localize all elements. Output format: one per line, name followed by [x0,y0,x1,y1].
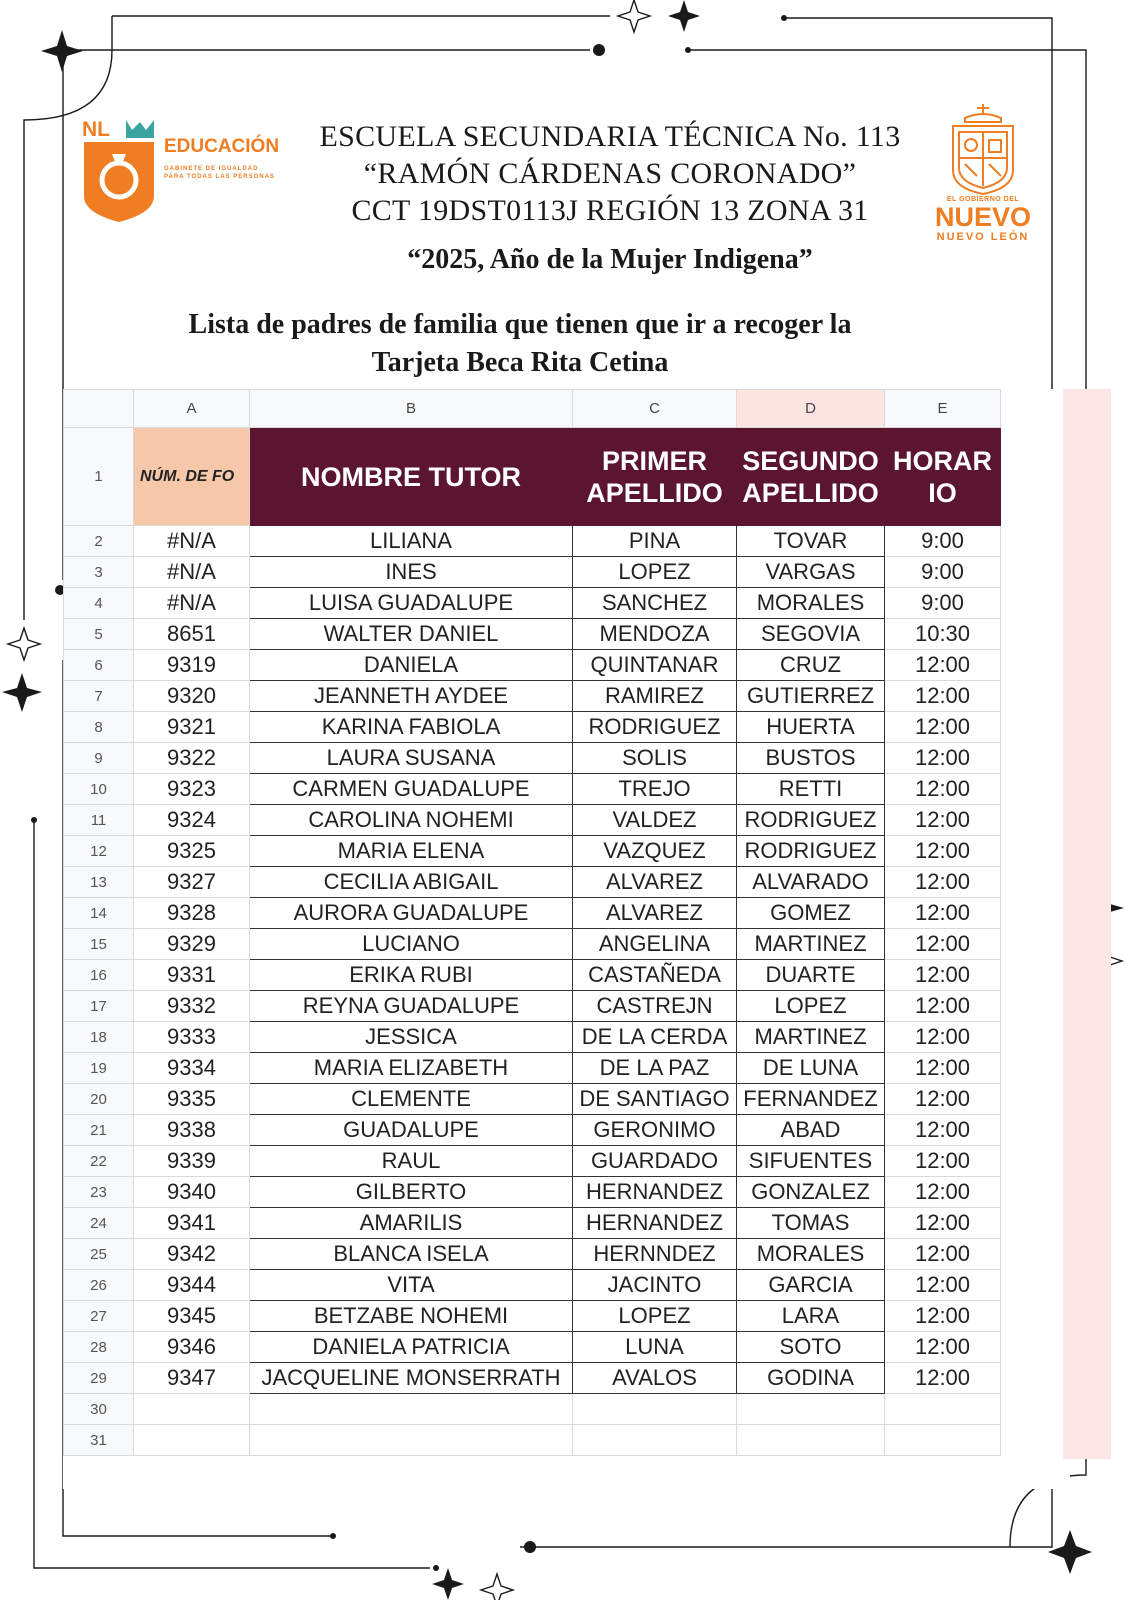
cell-segundo-apellido[interactable]: GODINA [737,1363,885,1394]
cell-horario[interactable]: 12:00 [885,1084,1001,1115]
row-number[interactable]: 12 [64,836,134,867]
cell-horario[interactable]: 12:00 [885,1332,1001,1363]
cell-num-folio[interactable]: 9346 [134,1332,250,1363]
cell-nombre[interactable]: CAROLINA NOHEMI [250,805,573,836]
cell-segundo-apellido[interactable]: GOMEZ [737,898,885,929]
cell-segundo-apellido[interactable]: ALVARADO [737,867,885,898]
cell-primer-apellido[interactable]: RODRIGUEZ [573,712,737,743]
empty-cell[interactable] [573,1394,737,1425]
table-row [64,929,1001,960]
spreadsheet [63,389,1070,1489]
cell-nombre[interactable]: INES [250,557,573,588]
cell-nombre[interactable]: MARIA ELIZABETH [250,1053,573,1084]
cell-primer-apellido[interactable]: GERONIMO [573,1115,737,1146]
cell-nombre[interactable]: LILIANA [250,526,573,557]
cell-num-folio[interactable]: #N/A [134,526,250,557]
cell-num-folio[interactable]: 9320 [134,681,250,712]
row-number[interactable]: 15 [64,929,134,960]
cell-primer-apellido[interactable]: ANGELINA [573,929,737,960]
cell-segundo-apellido[interactable]: DE LUNA [737,1053,885,1084]
row-number[interactable]: 6 [64,650,134,681]
cell-segundo-apellido[interactable]: GARCIA [737,1270,885,1301]
cell-primer-apellido[interactable]: DE LA CERDA [573,1022,737,1053]
cell-segundo-apellido[interactable]: GUTIERREZ [737,681,885,712]
cell-primer-apellido[interactable]: ALVAREZ [573,898,737,929]
row-number[interactable]: 11 [64,805,134,836]
cell-nombre[interactable]: AMARILIS [250,1208,573,1239]
empty-cell[interactable] [737,1394,885,1425]
nl-educacion-logo [82,118,302,228]
table-row [64,588,1001,619]
row-number[interactable]: 1 [64,428,134,526]
table-row [64,867,1001,898]
list-title-line1: Lista de padres de familia que tienen que ir a recoger la [188,309,852,340]
row-number[interactable]: 5 [64,619,134,650]
cell-nombre[interactable]: DANIELA PATRICIA [250,1332,573,1363]
cell-num-folio[interactable]: 9327 [134,867,250,898]
cell-primer-apellido[interactable]: HERNANDEZ [573,1177,737,1208]
cell-horario[interactable]: 12:00 [885,774,1001,805]
cell-primer-apellido[interactable]: CASTREJN [573,991,737,1022]
table-row [64,1022,1001,1053]
cell-nombre[interactable]: JESSICA [250,1022,573,1053]
cell-segundo-apellido[interactable]: MORALES [737,1239,885,1270]
cell-nombre[interactable]: KARINA FABIOLA [250,712,573,743]
cell-segundo-apellido[interactable]: CRUZ [737,650,885,681]
row-number[interactable]: 4 [64,588,134,619]
table-row [64,1053,1001,1084]
cell-num-folio[interactable]: 9325 [134,836,250,867]
table-row [64,681,1001,712]
row-number[interactable]: 3 [64,557,134,588]
cell-horario[interactable]: 12:00 [885,1053,1001,1084]
cell-segundo-apellido[interactable]: SOTO [737,1332,885,1363]
cell-segundo-apellido[interactable]: MARTINEZ [737,1022,885,1053]
column-letter-c[interactable]: C [573,390,737,428]
cell-primer-apellido[interactable]: AVALOS [573,1363,737,1394]
cell-horario[interactable]: 12:00 [885,929,1001,960]
cell-segundo-apellido[interactable]: RETTI [737,774,885,805]
cell-num-folio[interactable]: 9333 [134,1022,250,1053]
table-row [64,774,1001,805]
school-cct: CCT 19DST0113J REGIÓN 13 ZONA 31 [351,194,869,227]
cell-horario[interactable]: 12:00 [885,712,1001,743]
cell-primer-apellido[interactable]: ALVAREZ [573,867,737,898]
cell-horario[interactable]: 12:00 [885,991,1001,1022]
cell-nombre[interactable]: JACQUELINE MONSERRATH [250,1363,573,1394]
row-number[interactable]: 29 [64,1363,134,1394]
cell-primer-apellido[interactable]: VAZQUEZ [573,836,737,867]
cell-primer-apellido[interactable]: SOLIS [573,743,737,774]
cell-horario[interactable]: 12:00 [885,650,1001,681]
cell-nombre[interactable]: RAUL [250,1146,573,1177]
spreadsheet-table [63,389,1001,1456]
cell-nombre[interactable]: CECILIA ABIGAIL [250,867,573,898]
nuevo-leon-text: NUEVO LEÓN [936,231,1030,243]
cell-num-folio[interactable]: #N/A [134,588,250,619]
cell-segundo-apellido[interactable]: RODRIGUEZ [737,836,885,867]
cell-horario[interactable]: 12:00 [885,898,1001,929]
select-all-corner[interactable] [64,390,134,428]
empty-row [64,1425,1001,1456]
cell-primer-apellido[interactable]: LUNA [573,1332,737,1363]
table-row [64,743,1001,774]
cell-horario[interactable]: 12:00 [885,743,1001,774]
row-number[interactable]: 30 [64,1394,134,1425]
cell-horario[interactable]: 12:00 [885,681,1001,712]
row-number[interactable]: 10 [64,774,134,805]
table-row [64,960,1001,991]
cell-nombre[interactable]: DANIELA [250,650,573,681]
header-num-folio[interactable]: NÚM. DE FO [134,428,250,526]
cell-primer-apellido[interactable]: TREJO [573,774,737,805]
cell-nombre[interactable]: LAURA SUSANA [250,743,573,774]
cell-primer-apellido[interactable]: RAMIREZ [573,681,737,712]
cell-num-folio[interactable]: 9334 [134,1053,250,1084]
empty-cell[interactable] [250,1394,573,1425]
table-row [64,836,1001,867]
cell-nombre[interactable]: LUCIANO [250,929,573,960]
cell-horario[interactable]: 9:00 [885,526,1001,557]
row-number[interactable]: 20 [64,1084,134,1115]
coat-of-arms-icon [945,100,1021,196]
column-letter-e[interactable]: E [885,390,1001,428]
empty-cell[interactable] [250,1425,573,1456]
cell-primer-apellido[interactable]: VALDEZ [573,805,737,836]
school-name: ESCUELA SECUNDARIA TÉCNICA No. 113 [319,120,901,153]
cell-primer-apellido[interactable]: DE SANTIAGO [573,1084,737,1115]
cell-segundo-apellido[interactable]: SEGOVIA [737,619,885,650]
educacion-sub2: PARA TODAS LAS PERSONAS [164,174,275,180]
table-row [64,1115,1001,1146]
table-row [64,1332,1001,1363]
table-row [64,805,1001,836]
cell-segundo-apellido[interactable]: SIFUENTES [737,1146,885,1177]
cell-segundo-apellido[interactable]: BUSTOS [737,743,885,774]
cell-nombre[interactable]: GILBERTO [250,1177,573,1208]
empty-cell[interactable] [573,1425,737,1456]
cell-segundo-apellido[interactable]: LARA [737,1301,885,1332]
cell-horario[interactable]: 12:00 [885,960,1001,991]
row-number[interactable]: 31 [64,1425,134,1456]
cell-num-folio[interactable]: 9335 [134,1084,250,1115]
cell-segundo-apellido[interactable]: FERNANDEZ [737,1084,885,1115]
empty-cell[interactable] [737,1425,885,1456]
table-row [64,526,1001,557]
cell-segundo-apellido[interactable]: LOPEZ [737,991,885,1022]
cell-horario[interactable]: 12:00 [885,1270,1001,1301]
cell-horario[interactable]: 9:00 [885,588,1001,619]
cell-num-folio[interactable]: 9339 [134,1146,250,1177]
cell-nombre[interactable]: JEANNETH AYDEE [250,681,573,712]
cell-primer-apellido[interactable]: PINA [573,526,737,557]
cell-horario[interactable]: 12:00 [885,1177,1001,1208]
row-number[interactable]: 18 [64,1022,134,1053]
cell-nombre[interactable]: REYNA GUADALUPE [250,991,573,1022]
row-number[interactable]: 22 [64,1146,134,1177]
cell-num-folio[interactable]: 9322 [134,743,250,774]
cell-segundo-apellido[interactable]: TOMAS [737,1208,885,1239]
cell-nombre[interactable]: MARIA ELENA [250,836,573,867]
row-number[interactable]: 2 [64,526,134,557]
cell-horario[interactable]: 10:30 [885,619,1001,650]
nl-text: NL [82,118,110,141]
cell-num-folio[interactable]: 9344 [134,1270,250,1301]
cell-num-folio[interactable]: 9328 [134,898,250,929]
column-letter-b[interactable]: B [250,390,573,428]
cell-horario[interactable]: 12:00 [885,1239,1001,1270]
cell-primer-apellido[interactable]: HERNNDEZ [573,1239,737,1270]
cell-segundo-apellido[interactable]: RODRIGUEZ [737,805,885,836]
table-row [64,619,1001,650]
row-number[interactable]: 17 [64,991,134,1022]
cell-num-folio[interactable]: 9347 [134,1363,250,1394]
cell-num-folio[interactable]: 9345 [134,1301,250,1332]
table-row [64,1363,1001,1394]
table-row [64,650,1001,681]
table-row [64,712,1001,743]
cell-segundo-apellido[interactable]: TOVAR [737,526,885,557]
empty-cell[interactable] [885,1425,1001,1456]
cell-horario[interactable]: 12:00 [885,1363,1001,1394]
cell-horario[interactable]: 12:00 [885,867,1001,898]
cell-num-folio[interactable]: 9323 [134,774,250,805]
cell-primer-apellido[interactable]: LOPEZ [573,557,737,588]
cell-segundo-apellido[interactable]: DUARTE [737,960,885,991]
table-row [64,898,1001,929]
empty-cell[interactable] [134,1425,250,1456]
cell-primer-apellido[interactable]: HERNANDEZ [573,1208,737,1239]
year-motto: “2025, Año de la Mujer Indigena” [407,244,813,275]
row-number[interactable]: 13 [64,867,134,898]
cell-segundo-apellido[interactable]: HUERTA [737,712,885,743]
cell-primer-apellido[interactable]: CASTAÑEDA [573,960,737,991]
row-number[interactable]: 9 [64,743,134,774]
list-title [120,306,920,382]
cell-nombre[interactable]: VITA [250,1270,573,1301]
cell-horario[interactable]: 12:00 [885,1022,1001,1053]
empty-cell[interactable] [134,1394,250,1425]
cell-horario[interactable]: 12:00 [885,1301,1001,1332]
gobierno-small-text: EL GOBIERNO DEL [946,196,1020,203]
gobierno-nuevo-leon-logo [918,100,1048,260]
header-row [64,428,1001,526]
row-number[interactable]: 19 [64,1053,134,1084]
cell-num-folio[interactable]: 9324 [134,805,250,836]
column-letter-a[interactable]: A [134,390,250,428]
cell-nombre[interactable]: AURORA GUADALUPE [250,898,573,929]
cell-num-folio[interactable]: 9321 [134,712,250,743]
cell-num-folio[interactable]: #N/A [134,557,250,588]
table-row [64,1208,1001,1239]
cell-primer-apellido[interactable]: LOPEZ [573,1301,737,1332]
cell-nombre[interactable]: ERIKA RUBI [250,960,573,991]
cell-segundo-apellido[interactable]: ABAD [737,1115,885,1146]
column-letter-row [64,390,1001,428]
cell-segundo-apellido[interactable]: GONZALEZ [737,1177,885,1208]
table-row [64,1177,1001,1208]
table-row [64,1146,1001,1177]
educacion-text: EDUCACIÓN [164,136,280,157]
cell-nombre[interactable]: GUADALUPE [250,1115,573,1146]
row-number[interactable]: 7 [64,681,134,712]
cell-nombre[interactable]: BLANCA ISELA [250,1239,573,1270]
school-honoree: “RAMÓN CÁRDENAS CORONADO” [363,157,857,190]
cell-num-folio[interactable]: 9341 [134,1208,250,1239]
cell-nombre[interactable]: WALTER DANIEL [250,619,573,650]
cell-num-folio[interactable]: 9338 [134,1115,250,1146]
cell-primer-apellido[interactable]: GUARDADO [573,1146,737,1177]
row-number[interactable]: 28 [64,1332,134,1363]
cell-num-folio[interactable]: 9342 [134,1239,250,1270]
cell-num-folio[interactable]: 9319 [134,650,250,681]
header-horario[interactable]: HORAR IO [885,428,1001,526]
cell-num-folio[interactable]: 9329 [134,929,250,960]
row-number[interactable]: 26 [64,1270,134,1301]
cell-primer-apellido[interactable]: JACINTO [573,1270,737,1301]
row-number[interactable]: 21 [64,1115,134,1146]
cell-nombre[interactable]: LUISA GUADALUPE [250,588,573,619]
header-nombre-tutor[interactable]: NOMBRE TUTOR [250,428,573,526]
cell-horario[interactable]: 12:00 [885,1115,1001,1146]
row-number[interactable]: 16 [64,960,134,991]
cell-primer-apellido[interactable]: SANCHEZ [573,588,737,619]
table-row [64,1239,1001,1270]
row-number[interactable]: 25 [64,1239,134,1270]
cell-horario[interactable]: 12:00 [885,1208,1001,1239]
cell-primer-apellido[interactable]: DE LA PAZ [573,1053,737,1084]
row-number[interactable]: 8 [64,712,134,743]
row-number[interactable]: 14 [64,898,134,929]
row-number[interactable]: 27 [64,1301,134,1332]
table-row [64,1301,1001,1332]
cell-num-folio[interactable]: 9340 [134,1177,250,1208]
table-row [64,1270,1001,1301]
educacion-sub1: GABINETE DE IGUALDAD [164,166,259,172]
row-number[interactable]: 24 [64,1208,134,1239]
empty-row [64,1394,1001,1425]
cell-horario[interactable]: 9:00 [885,557,1001,588]
empty-cell[interactable] [885,1394,1001,1425]
cell-num-folio[interactable]: 9332 [134,991,250,1022]
cell-horario[interactable]: 12:00 [885,1146,1001,1177]
cell-num-folio[interactable]: 8651 [134,619,250,650]
school-header [300,118,920,229]
cell-primer-apellido[interactable]: MENDOZA [573,619,737,650]
cell-nombre[interactable]: BETZABE NOHEMI [250,1301,573,1332]
cell-segundo-apellido[interactable]: MARTINEZ [737,929,885,960]
cell-segundo-apellido[interactable]: MORALES [737,588,885,619]
table-row [64,991,1001,1022]
cell-num-folio[interactable]: 9331 [134,960,250,991]
table-row [64,1084,1001,1115]
cell-horario[interactable]: 12:00 [885,805,1001,836]
cell-segundo-apellido[interactable]: VARGAS [737,557,885,588]
header-segundo-apellido[interactable]: SEGUNDO APELLIDO [737,428,885,526]
cell-nombre[interactable]: CLEMENTE [250,1084,573,1115]
table-row [64,557,1001,588]
column-letter-d[interactable]: D [737,390,885,428]
header-primer-apellido[interactable]: PRIMER APELLIDO [573,428,737,526]
nuevo-text: NUEVO [934,202,1032,232]
spreadsheet-side-panel [1063,389,1111,1459]
list-title-line2: Tarjeta Beca Rita Cetina [371,347,669,378]
cell-horario[interactable]: 12:00 [885,836,1001,867]
row-number[interactable]: 23 [64,1177,134,1208]
cell-primer-apellido[interactable]: QUINTANAR [573,650,737,681]
cell-nombre[interactable]: CARMEN GUADALUPE [250,774,573,805]
